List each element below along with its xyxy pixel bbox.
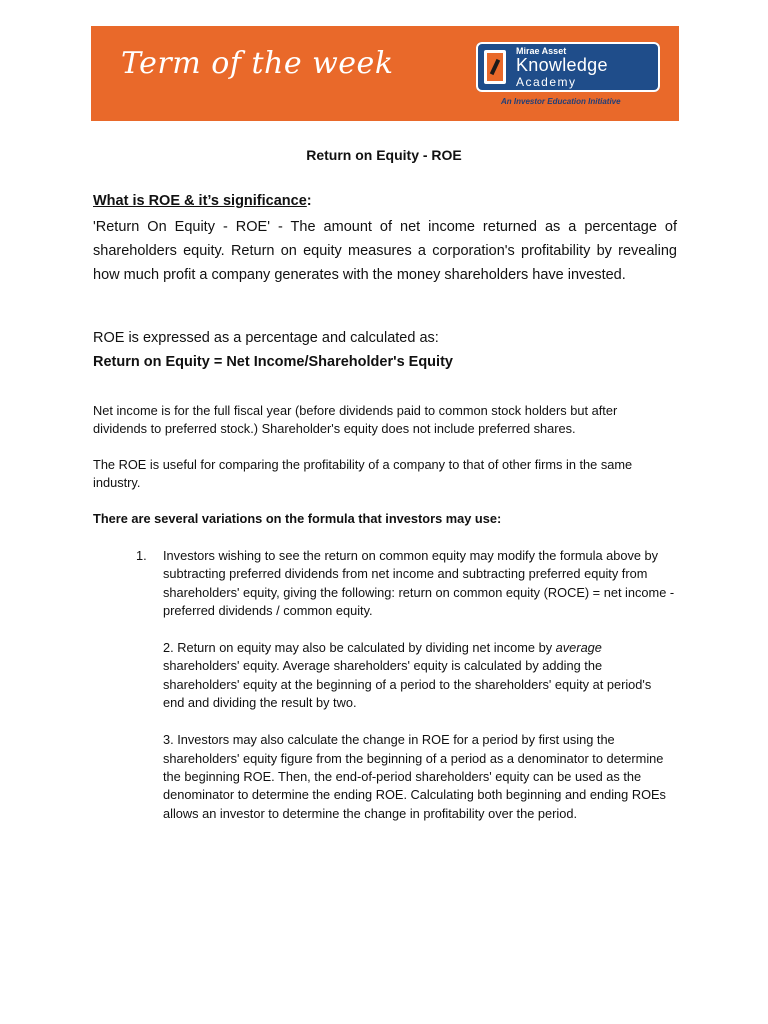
variations-list xyxy=(136,547,676,842)
definition-paragraph: 'Return On Equity - ROE' - The amount of net income returned as a percentage of shareholders equity. Return on equity measures a corporation's profitability by revealing how much profit a company generates with the money shareholders have invested. xyxy=(93,219,677,284)
net-income-note: Net income is for the full fiscal year (before dividends paid to common stock holders but after dividends to preferred stock.) Shareholder's equity does not include preferred shares. xyxy=(93,403,618,437)
list-item xyxy=(136,639,676,712)
list-item xyxy=(136,547,676,620)
list-item-text: Investors wishing to see the return on common equity may modify the formula above by subtracting preferred dividends from net income and subtracting preferred equity from shareholders' equity, giving the following: return on common equity (ROCE) = net income - preferred dividends / common equity. xyxy=(163,548,675,618)
section-heading-text: What is ROE & it’s significance xyxy=(93,193,307,209)
logo-tagline: An Investor Education Initiative xyxy=(501,97,621,106)
section-heading xyxy=(93,193,312,209)
list-item xyxy=(136,731,676,822)
logo-line2: Academy xyxy=(516,75,577,89)
usefulness-paragraph: The ROE is useful for comparing the profitability of a company to that of other firms in the same industry. xyxy=(93,457,633,491)
variations-heading: There are several variations on the formula that investors may use: xyxy=(93,511,502,526)
logo-brand: Mirae Asset xyxy=(516,46,567,56)
academy-logo xyxy=(476,42,660,92)
list-item-suffix: shareholders' equity. Average shareholders' equity is calculated by adding the shareholders' equity at the beginning of a period to the shareholders' equity at period's end and dividing the result by two. xyxy=(163,658,652,711)
logo-line1: Knowledge xyxy=(516,55,608,75)
roe-intro: ROE is expressed as a percentage and calculated as: xyxy=(93,330,439,346)
header-banner xyxy=(91,26,679,121)
page-title: Return on Equity - ROE xyxy=(306,147,462,163)
banner-title: Term of the week xyxy=(121,46,394,81)
section-heading-colon: : xyxy=(306,193,312,209)
list-item-prefix: 2. Return on equity may also be calculated by dividing net income by xyxy=(163,640,556,656)
list-item-number: 1. xyxy=(136,548,147,563)
list-item-emphasis: average xyxy=(555,640,602,656)
roe-formula: Return on Equity = Net Income/Shareholder's Equity xyxy=(93,354,453,370)
list-item-text: 3. Investors may also calculate the change in ROE for a period by first using the shareholders' equity figure from the beginning of a period as a denominator to determine the beginning ROE. Then, the end-of-period shareholders' equity can be used as the denominator to determine the ending ROE. Calculating both beginning and ending ROEs allows an investor to determine the change in profitability over the period. xyxy=(163,732,666,821)
logo-mark-icon xyxy=(484,50,506,84)
